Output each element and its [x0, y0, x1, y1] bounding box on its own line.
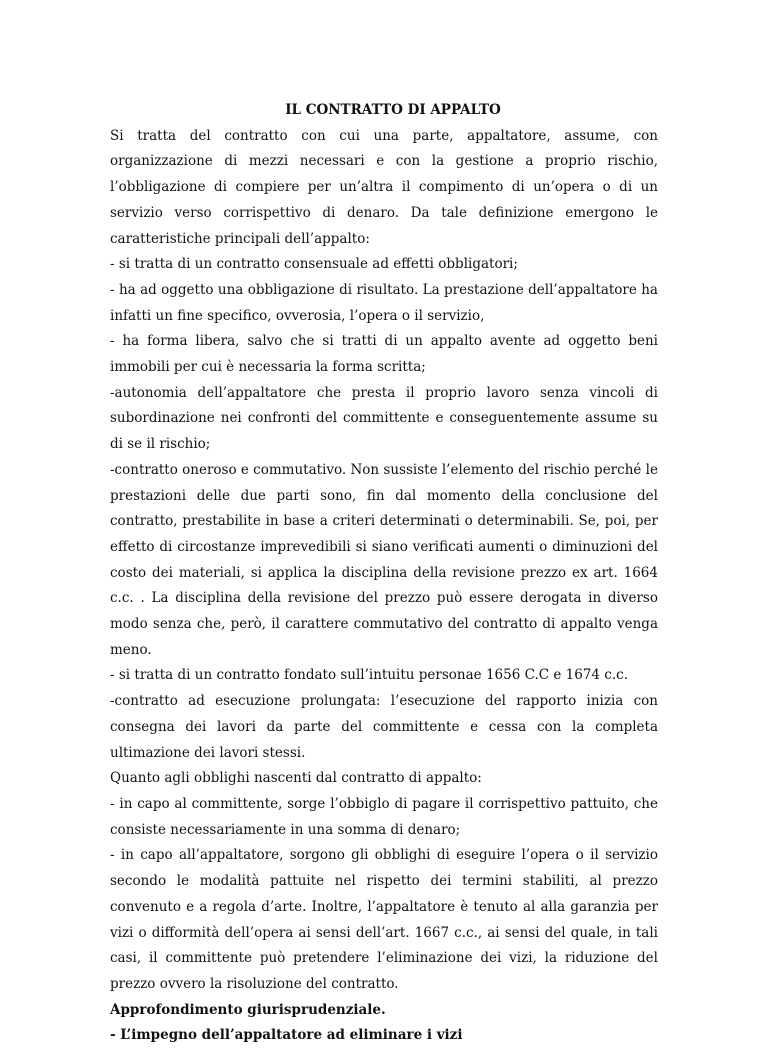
paragraph-autonomia: -autonomia dell’appaltatore che presta il proprio lavoro senza vincoli di subordinazione nei confronti del committente e conseguentemente assume su di se il rischio;	[110, 384, 658, 453]
paragraph-intro: Si tratta del contratto con cui una parte, appaltatore, assume, con organizzazione di mezzi necessari e con la gestione a proprio rischio, l’obbligazione di compiere per un’altra il compimento di un’opera o di un servizio verso corrispettivo di denaro. Da tale definizione emergono le caratteristiche principali dell’appalto:	[110, 127, 658, 247]
paragraph-oneroso: -contratto oneroso e commutativo. Non sussiste l’elemento del rischio perché le prestazioni delle due parti sono, fin dal momento della conclusione del contratto, prestabilite in base a criteri determinati o determinabili. Se, poi, per effetto di circostanze imprevedibili si siano verificati aumenti o diminuzioni del costo dei materiali, si applica la disciplina della revisione prezzo ex art. 1664 c.c. . La disciplina della revisione del prezzo può essere derogata in diverso modo senza che, però, il carattere commutativo del contratto di appalto venga meno.	[110, 461, 658, 658]
paragraph-intuitu-personae: - si tratta di un contratto fondato sull’intuitu personae 1656 C.C e 1674 c.c.	[110, 667, 628, 684]
heading-approfondimento: Approfondimento giurisprudenziale.	[110, 1001, 386, 1018]
paragraph-consensuale: - si tratta di un contratto consensuale ad effetti obbligatori;	[110, 256, 518, 273]
paragraph-esecuzione-prolungata: -contratto ad esecuzione prolungata: l’esecuzione del rapporto inizia con consegna dei lavori da parte del committente e cessa con la completa ultimazione dei lavori stessi.	[110, 693, 658, 761]
paragraph-obblighi-intro: Quanto agli obblighi nascenti dal contratto di appalto:	[110, 770, 482, 787]
paragraph-forma-libera: - ha forma libera, salvo che si tratti di un appalto avente ad oggetto beni immobili per cui è necessaria la forma scritta;	[110, 333, 658, 376]
paragraph-appaltatore: - in capo all’appaltatore, sorgono gli obblighi di eseguire l’opera o il servizio secondo le modalità pattuite nel rispetto dei termini stabiliti, al prezzo convenuto e a regola d’arte. Inoltre, l’appaltatore è tenuto al alla garanzia per vizi o difformità dell’opera ai sensi dell’art. 1667 c.c., ai sensi del quale, in tali casi, il committente può pretendere l’eliminazione dei vizi, la riduzione del prezzo ovvero la risoluzione del contratto.	[110, 847, 658, 992]
paragraph-risultato: - ha ad oggetto una obbligazione di risultato. La prestazione dell’appaltatore ha infatti un fine specifico, ovverosia, l’opera o il servizio,	[110, 281, 658, 324]
document-page	[110, 98, 658, 1049]
subheading-impegno: - L’impegno dell’appaltatore ad eliminare i vizi	[110, 1027, 463, 1044]
paragraph-committente: - in capo al committente, sorge l’obbiglo di pagare il corrispettivo pattuito, che consiste necessariamente in una somma di denaro;	[110, 795, 658, 838]
document-title: IL CONTRATTO DI APPALTO	[285, 102, 501, 118]
